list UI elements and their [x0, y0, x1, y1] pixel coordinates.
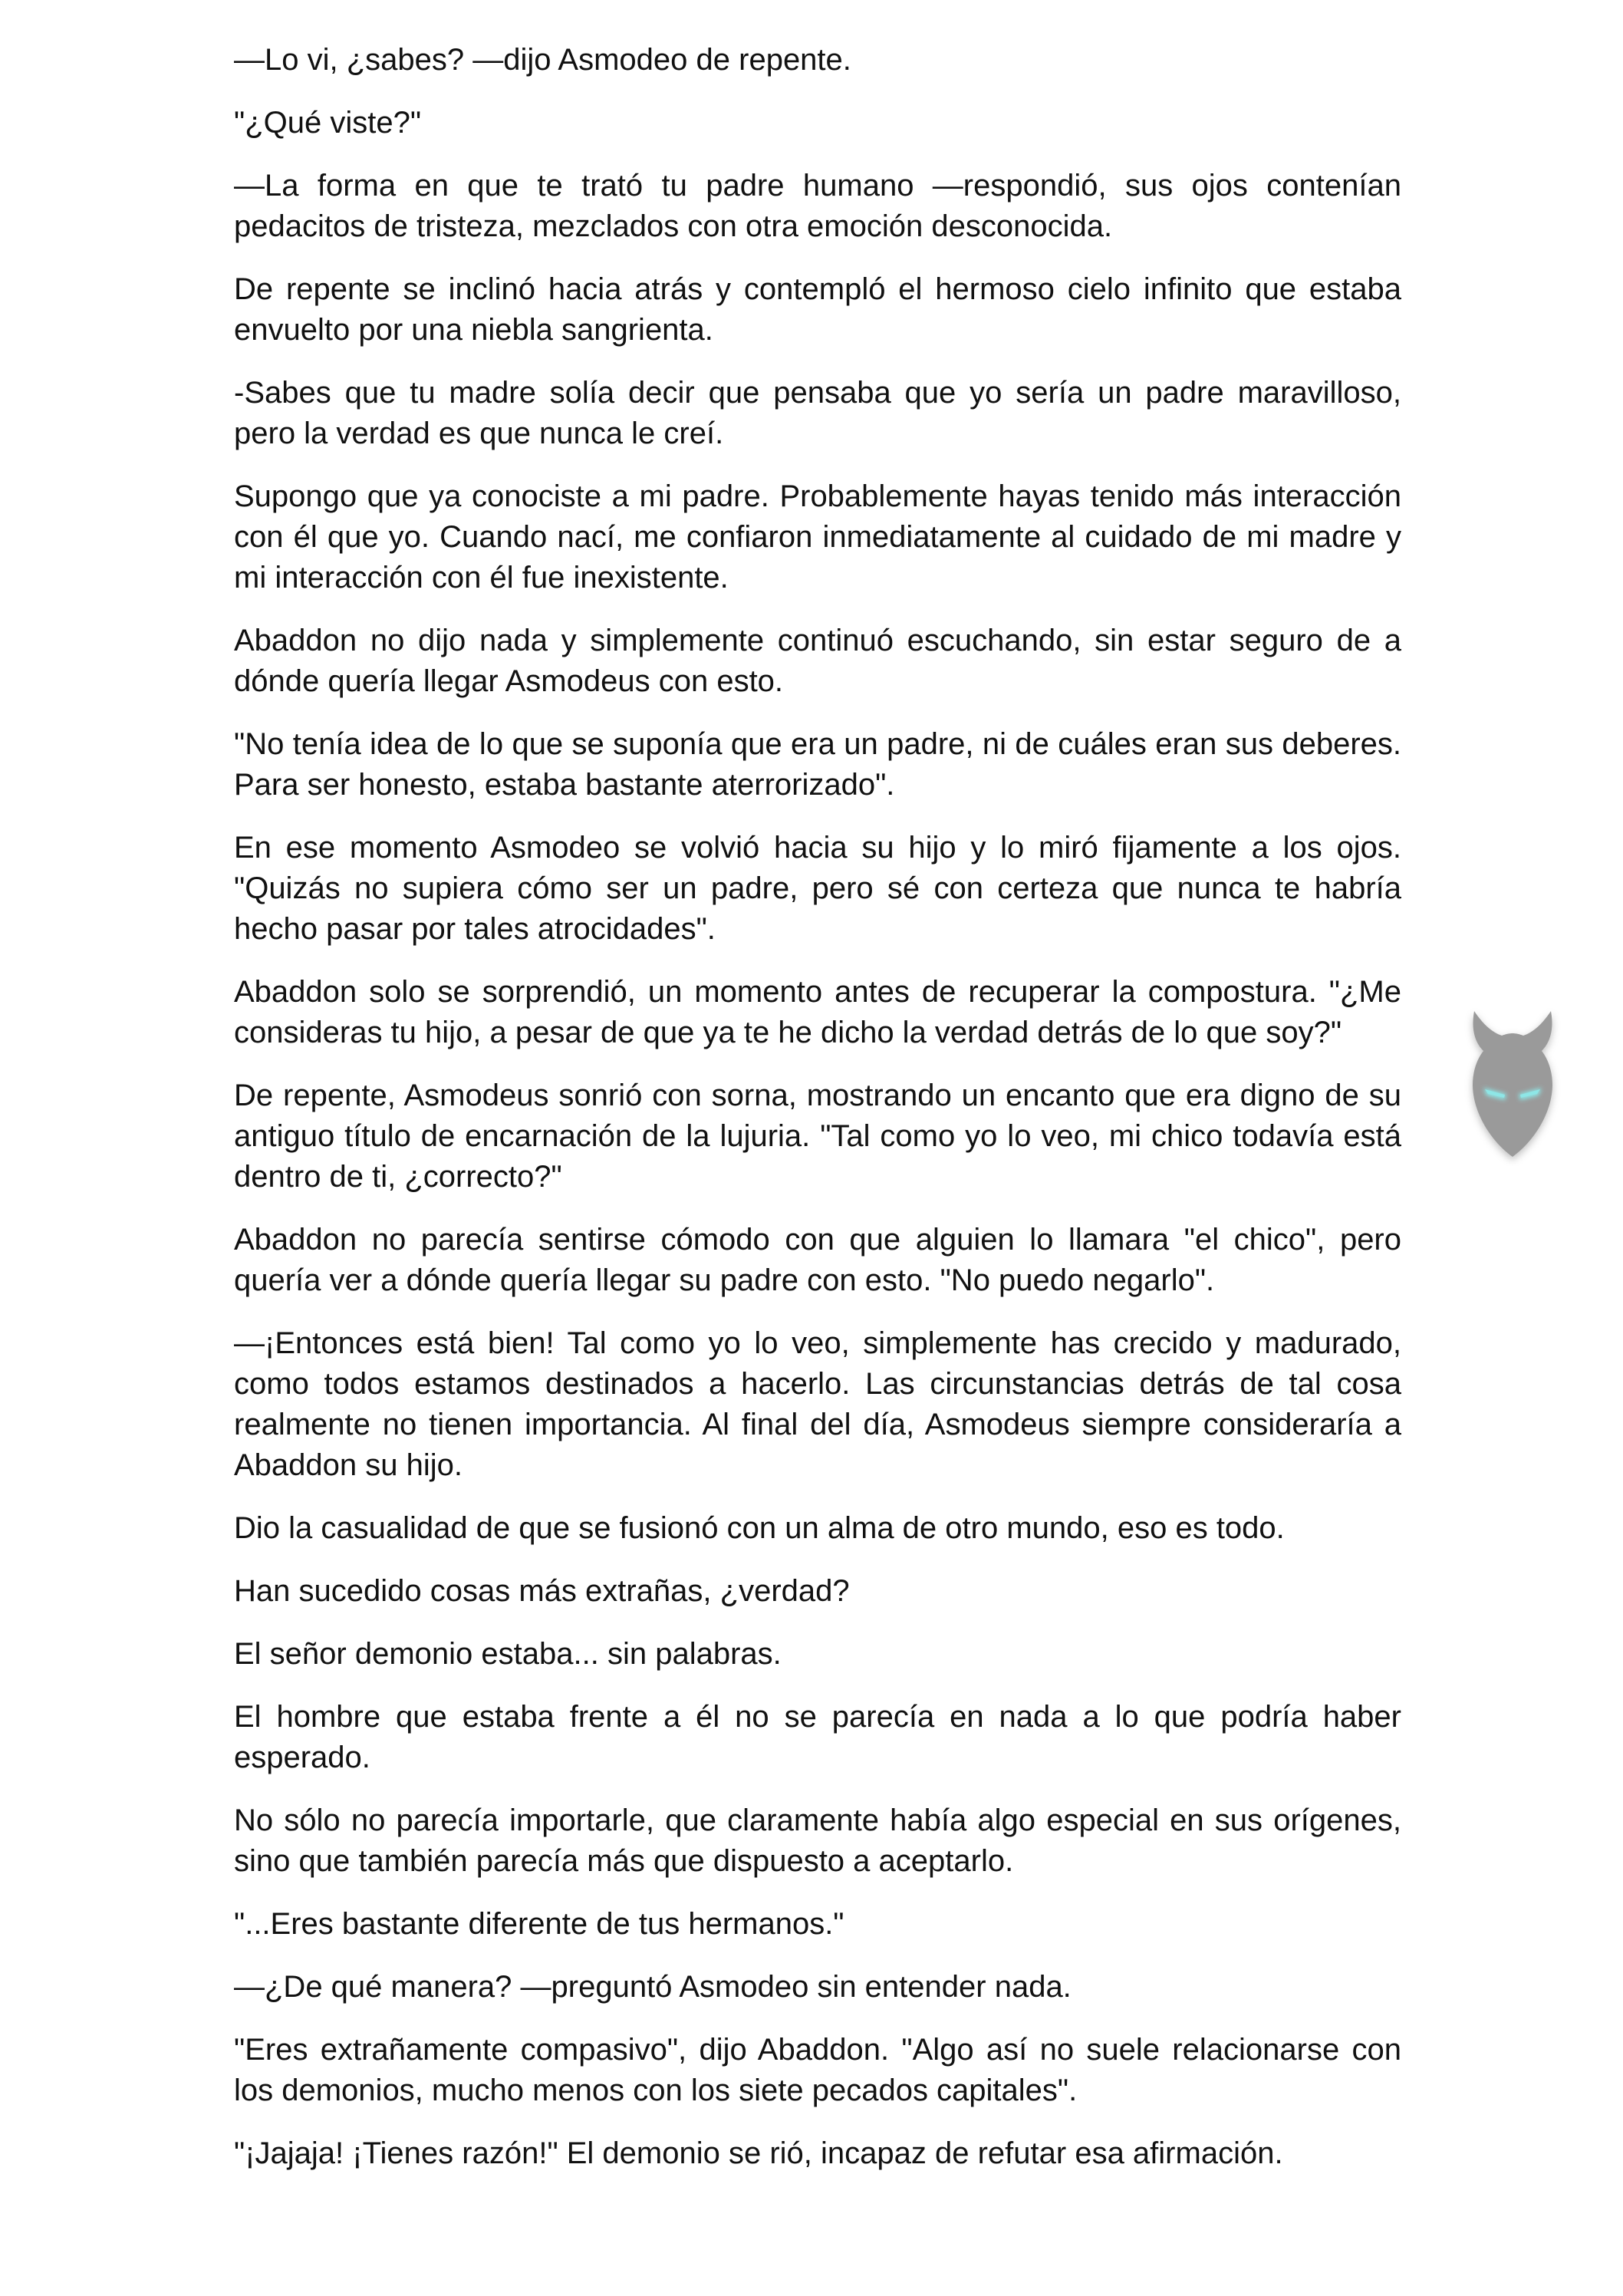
demon-head-icon	[1444, 997, 1582, 1166]
paragraph: Dio la casualidad de que se fusionó con un alma de otro mundo, eso es todo.	[234, 1511, 1285, 1545]
paragraph: "¿Qué viste?"	[234, 106, 422, 140]
paragraph: —¡Entonces está bien! Tal como yo lo veo, simplemente has crecido y madurado, como todos estamos destinados a hacerlo. Las circunstancias detrás de tal cosa realmente no tienen importancia. Al final del día, Asmodeus siempre consideraría a Abaddon su hijo.	[234, 1326, 1401, 1482]
paragraph: De repente se inclinó hacia atrás y contempló el hermoso cielo infinito que estaba envuelto por una niebla sangrienta.	[234, 272, 1401, 347]
paragraph: "...Eres bastante diferente de tus hermanos."	[234, 1907, 844, 1941]
paragraph: De repente, Asmodeus sonrió con sorna, mostrando un encanto que era digno de su antiguo título de encarnación de la lujuria. "Tal como yo lo veo, mi chico todavía está dentro de ti, ¿correcto?"	[234, 1079, 1401, 1194]
paragraph: "No tenía idea de lo que se suponía que era un padre, ni de cuáles eran sus deberes. Para ser honesto, estaba bastante aterrorizado".	[234, 727, 1401, 802]
paragraph: —Lo vi, ¿sabes? —dijo Asmodeo de repente.	[234, 43, 851, 77]
paragraph: "¡Jajaja! ¡Tienes razón!" El demonio se rió, incapaz de refutar esa afirmación.	[234, 2136, 1283, 2170]
paragraph: Abaddon no dijo nada y simplemente continuó escuchando, sin estar seguro de a dónde quería llegar Asmodeus con esto.	[234, 624, 1401, 698]
paragraph: No sólo no parecía importarle, que claramente había algo especial en sus orígenes, sino que también parecía más que dispuesto a aceptarlo.	[234, 1804, 1401, 1878]
paragraph: -Sabes que tu madre solía decir que pensaba que yo sería un padre maravilloso, pero la verdad es que nunca le creí.	[234, 376, 1401, 450]
document-body	[234, 40, 1401, 2196]
paragraph: "Eres extrañamente compasivo", dijo Abaddon. "Algo así no suele relacionarse con los demonios, mucho menos con los siete pecados capitales".	[234, 2033, 1401, 2107]
paragraph: Supongo que ya conociste a mi padre. Probablemente hayas tenido más interacción con él que yo. Cuando nací, me confiaron inmediatamente al cuidado de mi madre y mi interacción con él fue inexistente.	[234, 479, 1401, 595]
paragraph: —La forma en que te trató tu padre humano —respondió, sus ojos contenían pedacitos de tristeza, mezclados con otra emoción desconocida.	[234, 169, 1401, 243]
paragraph: —¿De qué manera? —preguntó Asmodeo sin entender nada.	[234, 1970, 1072, 2004]
paragraph: El hombre que estaba frente a él no se parecía en nada a lo que podría haber esperado.	[234, 1700, 1401, 1774]
paragraph: Abaddon no parecía sentirse cómodo con que alguien lo llamara "el chico", pero quería ver a dónde quería llegar su padre con esto. "No puedo negarlo".	[234, 1223, 1401, 1297]
paragraph: En ese momento Asmodeo se volvió hacia su hijo y lo miró fijamente a los ojos. "Quizás no supiera cómo ser un padre, pero sé con certeza que nunca te habría hecho pasar por tales atrocidades".	[234, 831, 1401, 946]
paragraph: Abaddon solo se sorprendió, un momento antes de recuperar la compostura. "¿Me consideras tu hijo, a pesar de que ya te he dicho la verdad detrás de lo que soy?"	[234, 975, 1401, 1049]
paragraph: Han sucedido cosas más extrañas, ¿verdad?	[234, 1574, 850, 1608]
paragraph: El señor demonio estaba... sin palabras.	[234, 1637, 782, 1671]
